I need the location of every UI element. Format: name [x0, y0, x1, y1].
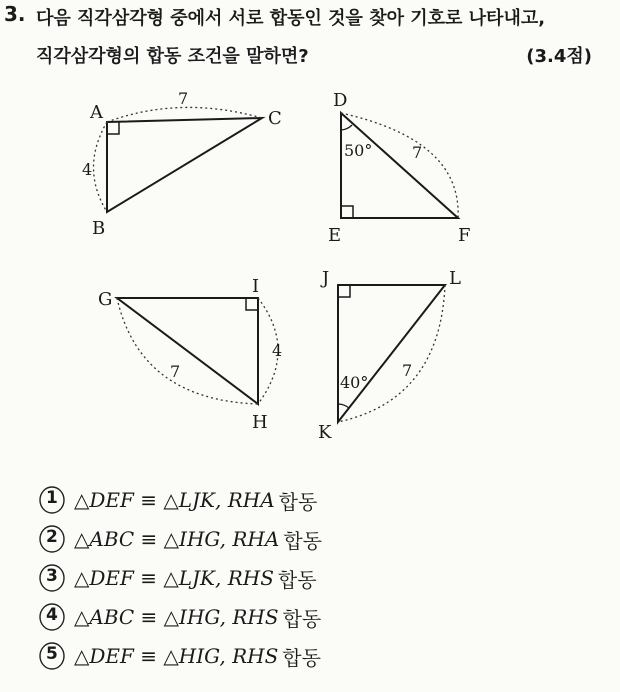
choice-5-text: △DEF ≡ △HIG, RHS [74, 644, 279, 668]
measure-ac: 7 [178, 89, 189, 108]
vertex-label-i: I [252, 276, 260, 297]
triangle-ghi [98, 276, 282, 433]
vertex-label-d: D [333, 90, 348, 111]
vertex-label-h: H [252, 412, 268, 433]
measure-ab: 4 [82, 160, 93, 179]
choice-3-marker-icon: 3 [38, 563, 68, 593]
triangle-def [328, 90, 471, 246]
triangle-jkl [318, 268, 461, 443]
vertex-label-k: K [318, 422, 332, 443]
measure-kl: 7 [402, 361, 413, 380]
question-number: 3. [4, 2, 26, 26]
choice-1-marker-icon: 1 [38, 485, 68, 515]
choice-1-congruence: 합동 [278, 489, 318, 514]
triangle-abc [82, 89, 282, 239]
choice-5-marker-icon: 5 [38, 641, 68, 671]
question-text-line2: 직각삼각형의 합동 조건을 말하면? [36, 46, 309, 67]
vertex-label-a: A [90, 102, 103, 123]
vertex-label-e: E [328, 225, 342, 246]
question-points: (3.4점) [526, 46, 592, 67]
choice-5-congruence: 합동 [282, 645, 321, 670]
vertex-label-l: L [449, 268, 461, 289]
choice-4-congruence: 합동 [282, 606, 322, 631]
choice-1[interactable] [38, 485, 317, 515]
measure-df: 7 [412, 143, 423, 162]
choice-2-congruence: 합동 [283, 528, 322, 553]
choice-3-text: △DEF ≡ △LJK, RHS [74, 566, 274, 590]
measure-angle-d: 50° [344, 141, 373, 160]
vertex-label-b: B [92, 218, 106, 239]
choice-2-marker-icon: 2 [38, 524, 68, 554]
vertex-label-j: J [322, 268, 330, 289]
measure-gh: 7 [170, 362, 181, 381]
choice-3[interactable] [38, 563, 317, 593]
vertex-label-c: C [268, 108, 282, 129]
choice-2[interactable] [38, 524, 322, 554]
choice-4-text: △ABC ≡ △IHG, RHS [74, 605, 279, 629]
choice-4-marker-icon: 4 [38, 602, 68, 632]
choice-2-text: △ABC ≡ △IHG, RHA [74, 527, 280, 551]
measure-ih: 4 [272, 341, 283, 360]
choice-3-congruence: 합동 [277, 567, 317, 592]
question-text-line1: 다음 직각삼각형 중에서 서로 합동인 것을 찾아 기호로 나타내고, [36, 8, 546, 29]
choice-5[interactable] [38, 641, 321, 671]
choice-1-text: △DEF ≡ △LJK, RHA [74, 488, 275, 512]
choice-4[interactable] [38, 602, 321, 632]
measure-angle-k: 40° [340, 373, 369, 392]
vertex-label-g: G [98, 289, 113, 310]
vertex-label-f: F [458, 225, 471, 246]
